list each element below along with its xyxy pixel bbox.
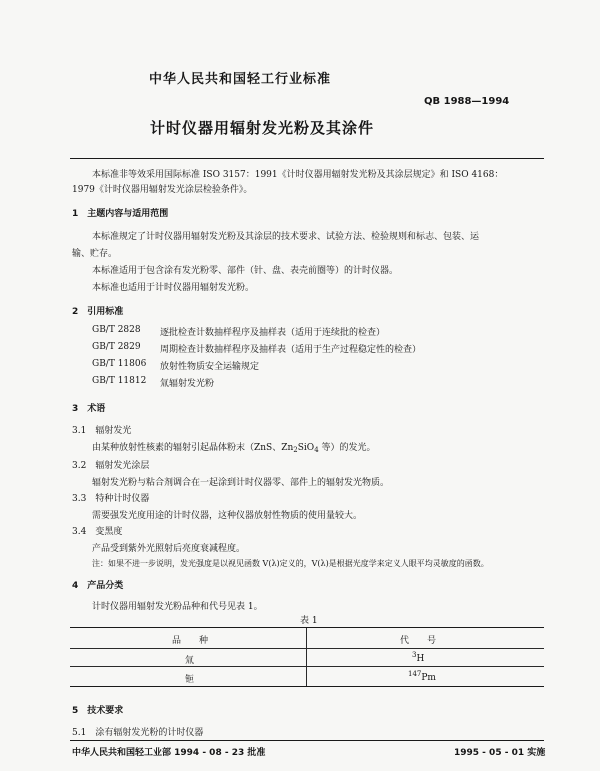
- term-3-2-body: 辐射发光粉与粘合剂调合在一起涂到计时仪器零、部件上的辐射发光物质。: [92, 478, 390, 488]
- table-caption: 表 1: [300, 616, 318, 626]
- table-row-rule: [70, 666, 544, 667]
- standard-code: QB 1988—1994: [424, 96, 510, 107]
- table-cell-variety: 氚: [185, 656, 195, 666]
- ref-title: 氚辐射发光粉: [160, 379, 215, 389]
- term-3-3-heading: 3.3 特种计时仪器: [72, 494, 150, 504]
- approval-date: 中华人民共和国轻工业部 1994 - 08 - 23 批准: [72, 748, 266, 758]
- section-2-heading: 2 引用标准: [72, 307, 124, 317]
- effective-date: 1995 - 05 - 01 实施: [454, 748, 546, 758]
- table-header-code: 代 号: [400, 636, 437, 646]
- document-title: 计时仪器用辐射发光粉及其涂件: [150, 119, 375, 137]
- ref-code: GB/T 2829: [92, 342, 141, 352]
- term-3-1-heading: 3.1 辐射发光: [72, 426, 132, 436]
- s1-paragraph-2: 本标准适用于包含涂有发光粉零、部件（针、盘、表壳前圈等）的计时仪器。: [92, 266, 399, 276]
- term-3-4-heading: 3.4 变黑度: [72, 527, 123, 537]
- term-3-1-body: 由某种放射性核素的辐射引起晶体粉末（ZnS、$Zn_2SiO_4$ 等）的发光。: [92, 443, 376, 454]
- ref-code: GB/T 11812: [92, 376, 147, 386]
- intro-line-2: 1979《计时仪器用辐射发光涂层检验条件》。: [72, 185, 253, 195]
- s1-paragraph-1a: 本标准规定了计时仪器用辐射发光粉及其涂层的技术要求、试验方法、检验规则和标志、包装、运: [92, 232, 480, 242]
- table-cell-variety: 钷: [185, 675, 195, 685]
- table-cell-code: $^{147}$Pm: [408, 670, 436, 683]
- s1-paragraph-1b: 输、贮存。: [72, 249, 118, 259]
- section-5-1-heading: 5.1 涂有辐射发光粉的计时仪器: [72, 728, 204, 738]
- s4-body: 计时仪器用辐射发光粉品种和代号见表 1。: [92, 602, 263, 612]
- ref-title: 逐批检查计数抽样程序及抽样表（适用于连续批的检查）: [160, 328, 386, 338]
- s1-paragraph-3: 本标准也适用于计时仪器用辐射发光粉。: [92, 283, 255, 293]
- table-bottom-rule: [70, 686, 544, 687]
- note: 注：如果不进一步说明，发光强度是以视见函数 V(λ)定义的，V(λ)是根据光度学来定义人眼平均灵敏度的函数。: [92, 559, 489, 568]
- table-cell-code: $^3$H: [412, 651, 425, 664]
- footer-divider: [70, 740, 544, 741]
- ref-code: GB/T 11806: [92, 359, 147, 369]
- standard-title: 中华人民共和国轻工行业标准: [149, 72, 332, 87]
- term-3-4-body: 产品受到紫外光照射后亮度衰减程度。: [92, 544, 246, 554]
- header-divider: [70, 158, 544, 159]
- section-3-heading: 3 术语: [72, 404, 106, 414]
- ref-code: GB/T 2828: [92, 325, 141, 335]
- ref-title: 放射性物质安全运输规定: [160, 362, 260, 372]
- table-header-variety: 品 种: [172, 636, 209, 646]
- term-3-3-body: 需要强发光度用途的计时仪器，这种仪器放射性物质的使用量较大。: [92, 511, 363, 521]
- intro-line-1: 本标准非等效采用国际标准 ISO 3157：1991《计时仪器用辐射发光粉及其涂层规定》和 ISO 4168：: [92, 170, 504, 180]
- section-1-heading: 1 主题内容与适用范围: [72, 209, 169, 219]
- section-5-heading: 5 技术要求: [72, 706, 124, 716]
- term-3-2-heading: 3.2 辐射发光涂层: [72, 461, 150, 471]
- section-4-heading: 4 产品分类: [72, 581, 124, 591]
- table-top-rule: [70, 627, 544, 628]
- table-column-divider: [306, 628, 307, 686]
- table-header-rule: [70, 648, 544, 649]
- ref-title: 周期检查计数抽样程序及抽样表（适用于生产过程稳定性的检查）: [160, 345, 422, 355]
